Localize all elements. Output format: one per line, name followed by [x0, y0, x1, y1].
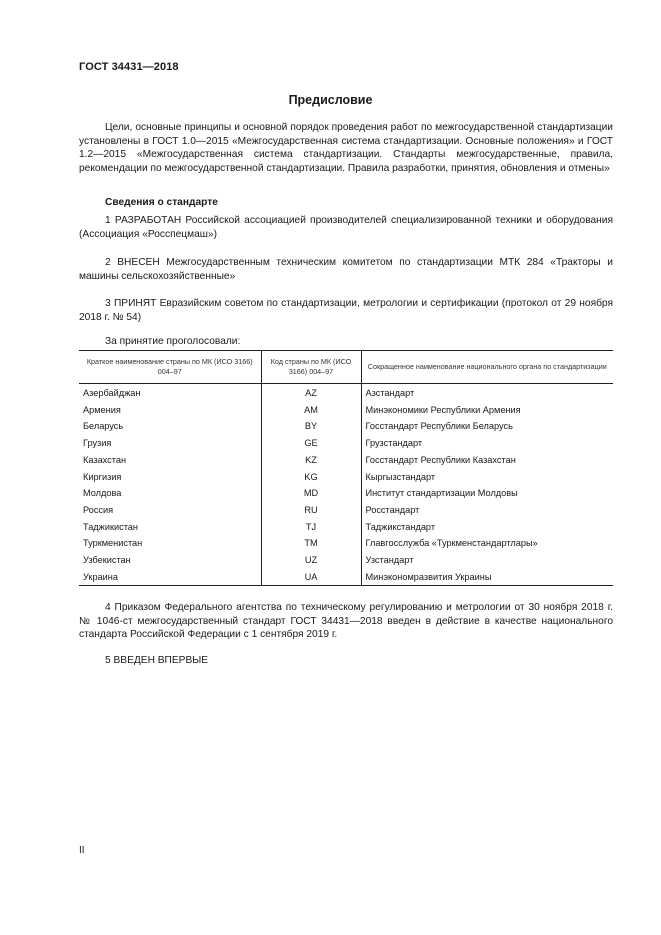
country-name-cell: Таджикистан	[83, 521, 138, 532]
item-2: 2 ВНЕСЕН Межгосударственным техническим комитетом по стандартизации МТК 284 «Тракторы и машины сельскохозяйственные»	[79, 257, 613, 282]
national-body-cell: Главгосслужба «Туркменстандартлары»	[361, 535, 613, 552]
table-row	[79, 519, 613, 536]
country-name-cell: Беларусь	[83, 421, 124, 432]
item-5: 5 ВВЕДЕН ВПЕРВЫЕ	[105, 655, 209, 666]
country-code-cell: TM	[261, 535, 361, 552]
national-body-cell: Институт стандартизации Молдовы	[361, 485, 613, 502]
intro-paragraph: Цели, основные принципы и основной порядок проведения работ по межгосударственной стандартизации установлены в ГОСТ 1.0—2015 «Межгосударственная система стандартизации. Основные положения» и ГОСТ 1.2—2015 «Межгосударственная система стандартизации. Стандарты межгосударственные, правила, рекомендации по межгосударственной стандартизации. Правила разработки, принятия, обновления и отмены»	[79, 122, 613, 174]
country-name-cell: Украина	[79, 569, 261, 586]
country-name-cell: Туркменистан	[83, 538, 143, 549]
country-code-cell: UA	[261, 569, 361, 586]
country-code-cell: AM	[261, 402, 361, 419]
table-row	[79, 435, 613, 452]
national-body-cell: Кыргызстандарт	[361, 469, 613, 486]
national-body-cell: Минэкономразвития Украины	[361, 569, 613, 586]
country-name-cell: Азербайджан	[83, 388, 141, 398]
national-body-cell: Узстандарт	[361, 552, 613, 569]
table-header-row	[79, 351, 613, 384]
table-row	[79, 418, 613, 435]
country-name-cell: Казахстан	[83, 454, 127, 465]
section-title: Предисловие	[288, 93, 373, 107]
country-code-cell: GE	[261, 435, 361, 452]
table-row	[79, 469, 613, 486]
table-row	[79, 535, 613, 552]
header-national-body: Сокращенное наименование национального органа по стандартизации	[361, 351, 613, 384]
item-3: 3 ПРИНЯТ Евразийским советом по стандартизации, метрологии и сертификации (протокол от 29 ноября 2018 г. № 54)	[79, 298, 613, 323]
country-name-cell: Молдова	[83, 488, 122, 499]
country-code-cell: UZ	[261, 552, 361, 569]
table-row	[79, 552, 613, 569]
header-country-name: Краткое наименование страны по МК (ИСО 3166) 004–97	[79, 351, 261, 384]
table-row	[79, 485, 613, 502]
country-name-cell: Грузия	[83, 438, 112, 449]
vote-label: За принятие проголосовали:	[105, 336, 241, 347]
page-number: II	[79, 845, 85, 856]
country-name-cell: Киргизия	[83, 471, 122, 482]
table-row	[79, 402, 613, 419]
country-name-cell: Узбекистан	[83, 555, 131, 566]
document-header: ГОСТ 34431—2018	[79, 61, 179, 73]
country-code-cell: TJ	[261, 519, 361, 536]
country-code-cell: BY	[261, 418, 361, 435]
country-code-cell: KG	[261, 469, 361, 486]
table-row	[79, 502, 613, 519]
country-code-cell: MD	[261, 485, 361, 502]
national-body-cell: Минэкономики Республики Армения	[361, 402, 613, 419]
country-code-cell: KZ	[261, 452, 361, 469]
country-code-cell: AZ	[261, 384, 361, 402]
national-body-cell: Таджикстандарт	[361, 519, 613, 536]
national-body-cell: Госстандарт Республики Беларусь	[361, 418, 613, 435]
header-country-code: Код страны по МК (ИСО 3166) 004–97	[261, 351, 361, 384]
national-body-cell: Азстандарт	[361, 384, 613, 402]
item-1: 1 РАЗРАБОТАН Российской ассоциацией производителей специализированной техники и оборудования (Ассоциация «Росспецмаш»)	[79, 215, 613, 240]
national-body-cell: Грузстандарт	[361, 435, 613, 452]
table-row	[79, 384, 613, 402]
country-name-cell: Армения	[83, 404, 121, 415]
national-body-cell: Росстандарт	[361, 502, 613, 519]
agreement-table	[79, 350, 613, 586]
country-code-cell: RU	[261, 502, 361, 519]
country-name-cell: Россия	[83, 504, 114, 515]
item-4: 4 Приказом Федерального агентства по техническому регулированию и метрологии от 30 ноября 2018 г. № 1046-ст межгосударственный стандарт ГОСТ 34431—2018 введен в действие в качестве национального стандарта Российской Федерации с 1 сентября 2019 г.	[79, 602, 613, 641]
table-row	[79, 452, 613, 469]
national-body-cell: Госстандарт Республики Казахстан	[361, 452, 613, 469]
subheading: Сведения о стандарте	[105, 197, 218, 208]
table-row	[79, 569, 613, 586]
